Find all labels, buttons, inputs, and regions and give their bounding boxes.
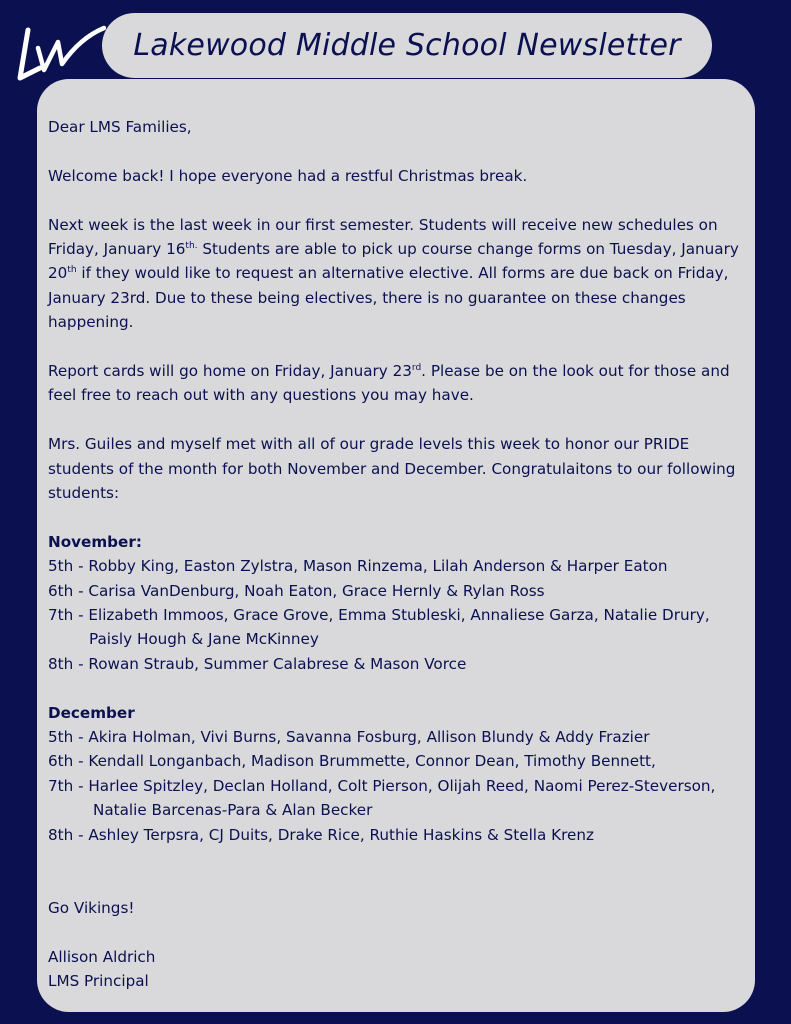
report-card-paragraph: Report cards will go home on Friday, January 23rd. Please be on the look out for those and feel free to reach out with any questions you may have. bbox=[48, 362, 730, 405]
december-heading: December bbox=[48, 703, 135, 722]
welcome-paragraph: Welcome back! I hope everyone had a restful Christmas break. bbox=[48, 166, 528, 185]
title-banner bbox=[102, 13, 712, 78]
december-grade-6: 6th - Kendall Longanbach, Madison Brummette, Connor Dean, Timothy Bennett, bbox=[48, 752, 656, 771]
december-grade-7: 7th - Harlee Spitzley, Declan Holland, Colt Pierson, Olijah Reed, Naomi Perez-Steverson, bbox=[48, 776, 716, 795]
letter-card bbox=[37, 79, 755, 1012]
december-grade-5: 5th - Akira Holman, Vivi Burns, Savanna Fosburg, Allison Blundy & Addy Frazier bbox=[48, 728, 650, 747]
november-grade-7-cont: Paisly Hough & Jane McKinney bbox=[89, 630, 319, 649]
signature-name: Allison Aldrich bbox=[48, 947, 156, 966]
november-heading: November: bbox=[48, 532, 142, 551]
november-grade-8: 8th - Rowan Straub, Summer Calabrese & Mason Vorce bbox=[48, 654, 467, 673]
december-grade-7-cont: Natalie Barcenas-Para & Alan Becker bbox=[93, 801, 373, 820]
page-title: Lakewood Middle School Newsletter bbox=[133, 28, 681, 63]
greeting: Dear LMS Families, bbox=[48, 118, 192, 136]
november-grade-7: 7th - Elizabeth Immoos, Grace Grove, Emma Stubleski, Annaliese Garza, Natalie Drury, bbox=[48, 606, 710, 625]
closing: Go Vikings! bbox=[48, 898, 135, 917]
november-grade-5: 5th - Robby King, Easton Zylstra, Mason Rinzema, Lilah Anderson & Harper Eaton bbox=[48, 557, 668, 576]
semester-paragraph: Next week is the last week in our first semester. Students will receive new schedules on Friday, January $16^{th.}$ Students are able to pick up course change forms on Tuesday, January 20th if they would like to request an alternative elective. All forms are due back on Friday, January 23rd. Due to these being electives, there is no guarantee on these changes happening. bbox=[48, 215, 739, 332]
pride-paragraph: Mrs. Guiles and myself met with all of our grade levels this week to honor our PRIDE students of the month for both November and December. Congratulaitons to our following students: bbox=[48, 435, 736, 503]
november-grade-6: 6th - Carisa VanDenburg, Noah Eaton, Grace Hernly & Rylan Ross bbox=[48, 581, 545, 600]
school-logo bbox=[14, 22, 106, 84]
december-grade-8: 8th - Ashley Terpsra, CJ Duits, Drake Rice, Ruthie Haskins & Stella Krenz bbox=[48, 825, 594, 844]
signature-title: LMS Principal bbox=[48, 972, 149, 991]
